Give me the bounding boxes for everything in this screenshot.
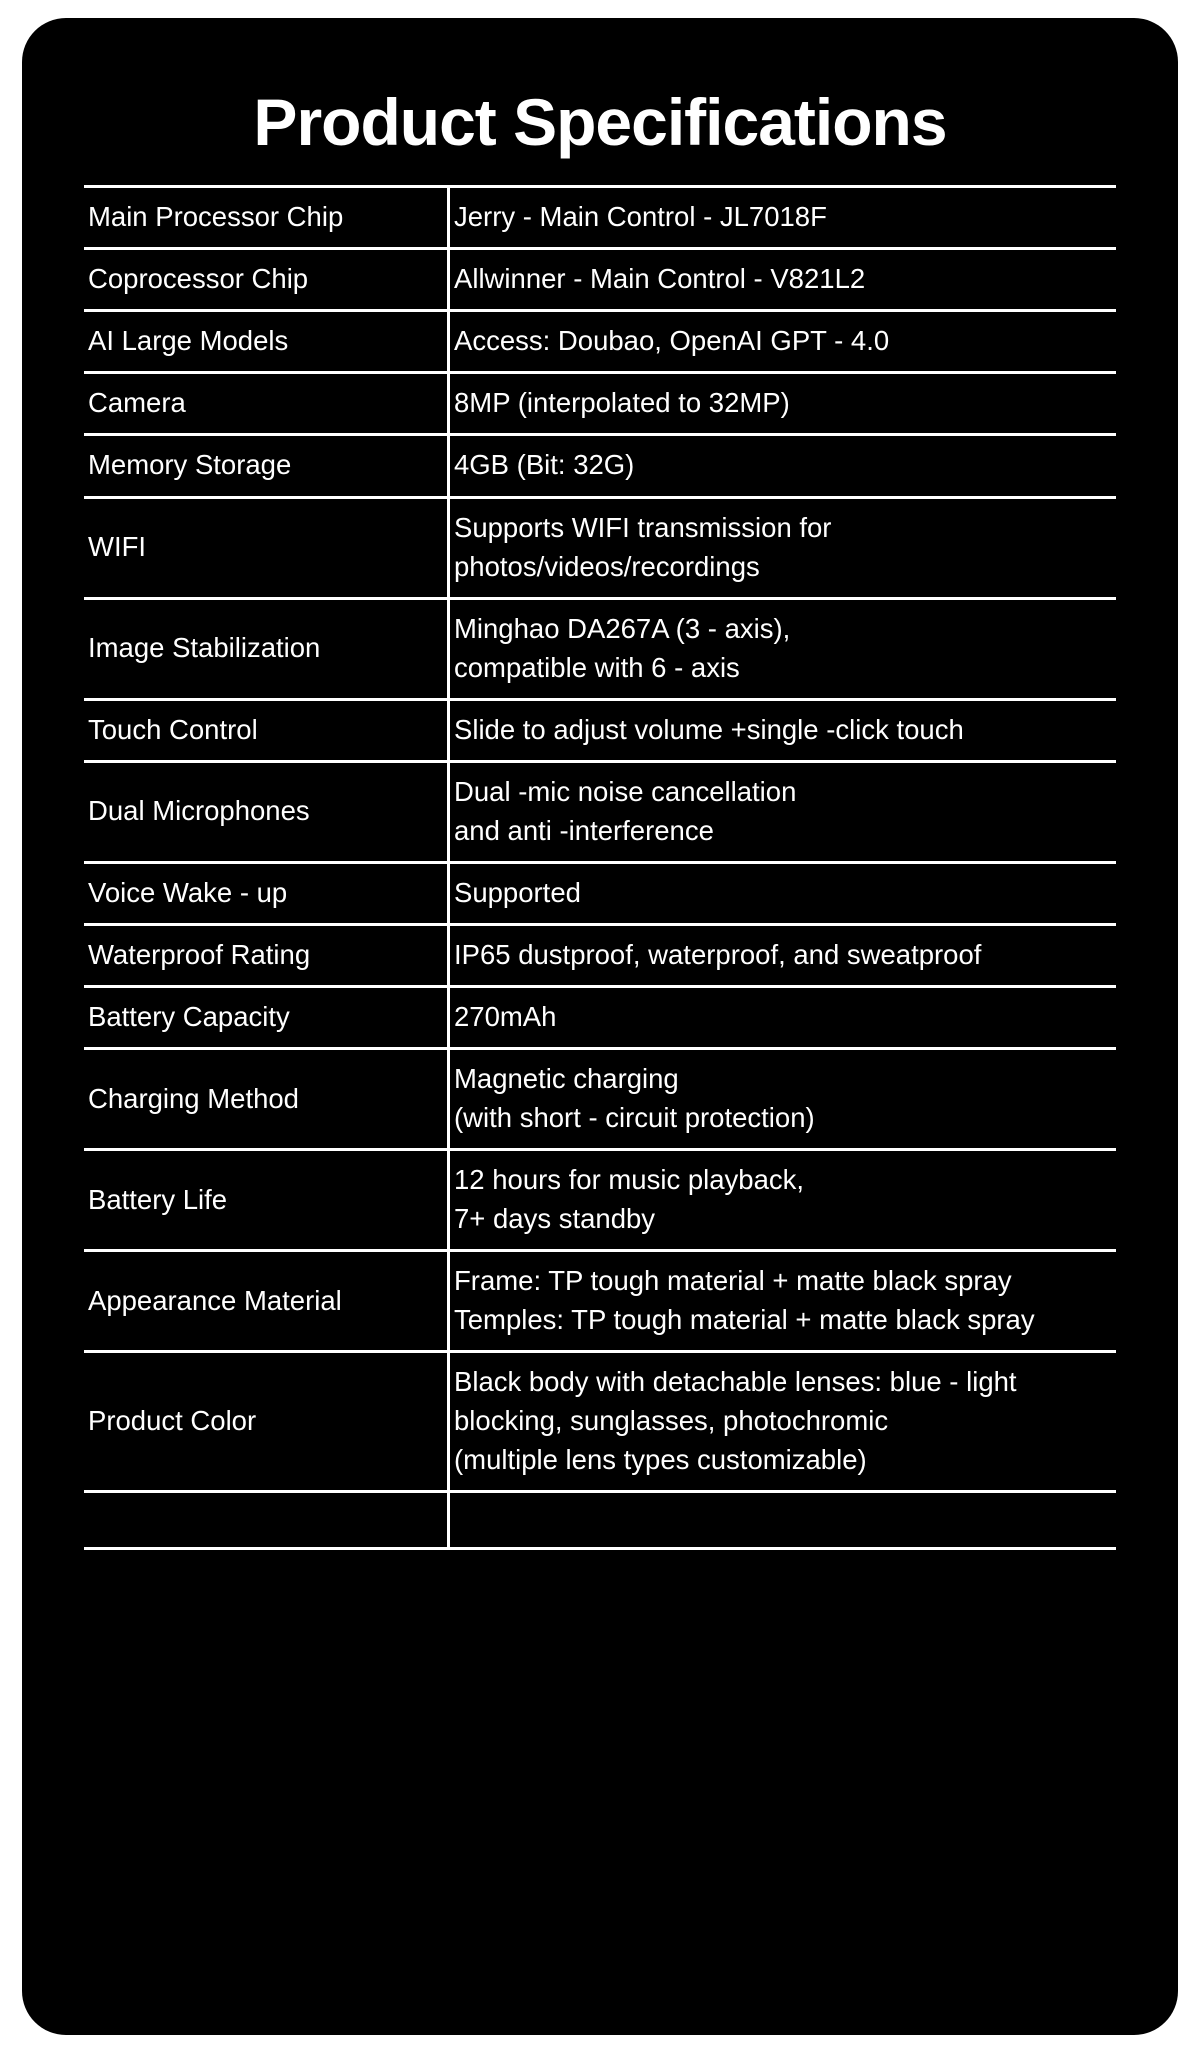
spec-value-line: and anti -interference — [454, 814, 714, 846]
spec-key: Touch Control — [84, 699, 449, 761]
spec-key: Main Processor Chip — [84, 187, 449, 249]
spec-value-line: compatible with 6 - axis — [454, 651, 740, 683]
spec-value-line: (with short - circuit protection) — [454, 1102, 815, 1134]
spec-value-line: Slide to adjust volume +single -click touch — [454, 713, 964, 745]
spec-key: Waterproof Rating — [84, 924, 449, 986]
spec-value — [449, 1352, 1117, 1492]
spec-value-line: Minghao DA267A (3 - axis), — [454, 612, 791, 644]
spec-key: Camera — [84, 373, 449, 435]
spec-value-line: Magnetic charging — [454, 1063, 679, 1094]
spec-key: Battery Life — [84, 1150, 449, 1251]
spec-key: AI Large Models — [84, 311, 449, 373]
spec-value — [449, 1251, 1117, 1352]
spec-value — [449, 986, 1117, 1048]
spec-value-line: Dual -mic noise cancellation — [454, 775, 797, 807]
table-row — [84, 497, 1116, 598]
spec-value-line: Frame: TP tough material + matte black spray — [454, 1265, 1012, 1297]
specifications-table-body — [84, 187, 1116, 1549]
spec-value-line: Temples: TP tough material + matte black spray — [454, 1304, 1035, 1336]
spec-value-line: blocking, sunglasses, photochromic — [454, 1405, 889, 1437]
spec-value-line: photos/videos/recordings — [454, 550, 760, 582]
spec-value — [449, 598, 1117, 699]
table-row — [84, 986, 1116, 1048]
spec-value — [449, 497, 1117, 598]
spec-key: Battery Capacity — [84, 986, 449, 1048]
spec-key: Memory Storage — [84, 435, 449, 497]
spec-key: Charging Method — [84, 1049, 449, 1150]
spec-key: Dual Microphones — [84, 761, 449, 862]
spec-value — [449, 249, 1117, 311]
spacer-value-cell — [449, 1492, 1117, 1549]
spec-value-line: Allwinner - Main Control - V821L2 — [454, 263, 866, 295]
spec-key: Appearance Material — [84, 1251, 449, 1352]
spec-value — [449, 862, 1117, 924]
spec-value — [449, 187, 1117, 249]
spec-value — [449, 435, 1117, 497]
table-row — [84, 924, 1116, 986]
table-row — [84, 761, 1116, 862]
table-row — [84, 1150, 1116, 1251]
table-row — [84, 311, 1116, 373]
spec-value — [449, 761, 1117, 862]
spec-value-line: Supports WIFI transmission for — [454, 511, 832, 543]
spec-value — [449, 924, 1117, 986]
spec-key: Coprocessor Chip — [84, 249, 449, 311]
spec-value-line: Black body with detachable lenses: blue - light — [454, 1366, 1017, 1398]
spec-value-line: 4GB (Bit: 32G) — [454, 449, 635, 481]
spec-key: Image Stabilization — [84, 598, 449, 699]
table-row — [84, 1352, 1116, 1492]
spec-value-line: IP65 dustproof, waterproof, and sweatproof — [454, 938, 982, 970]
spec-value — [449, 373, 1117, 435]
spec-value-line: Access: Doubao, OpenAI GPT - 4.0 — [454, 325, 890, 357]
table-row — [84, 862, 1116, 924]
table-row — [84, 249, 1116, 311]
table-row — [84, 1251, 1116, 1352]
spec-value-line: Jerry - Main Control - JL7018F — [454, 201, 827, 233]
spec-value-line: (multiple lens types customizable) — [454, 1444, 867, 1476]
spacer-key-cell — [84, 1492, 449, 1549]
table-row — [84, 699, 1116, 761]
spec-value — [449, 311, 1117, 373]
table-row — [84, 1049, 1116, 1150]
spec-key: Product Color — [84, 1352, 449, 1492]
spec-value-line: 270mAh — [454, 1000, 557, 1032]
table-row — [84, 598, 1116, 699]
spec-value — [449, 699, 1117, 761]
specifications-table — [84, 185, 1116, 1550]
spec-key: WIFI — [84, 497, 449, 598]
table-row — [84, 435, 1116, 497]
table-row — [84, 373, 1116, 435]
spec-value-line: 12 hours for music playback, — [454, 1164, 805, 1196]
spec-value-line: 7+ days standby — [454, 1203, 656, 1235]
spec-value-line: 8MP (interpolated to 32MP) — [454, 387, 790, 419]
spec-value — [449, 1150, 1117, 1251]
spec-key: Voice Wake - up — [84, 862, 449, 924]
page-title: Product Specifications — [253, 85, 947, 159]
table-row — [84, 187, 1116, 249]
spec-card — [22, 18, 1178, 2035]
spec-value-line: Supported — [454, 876, 581, 908]
table-bottom-spacer — [84, 1492, 1116, 1549]
spec-value — [449, 1049, 1117, 1150]
